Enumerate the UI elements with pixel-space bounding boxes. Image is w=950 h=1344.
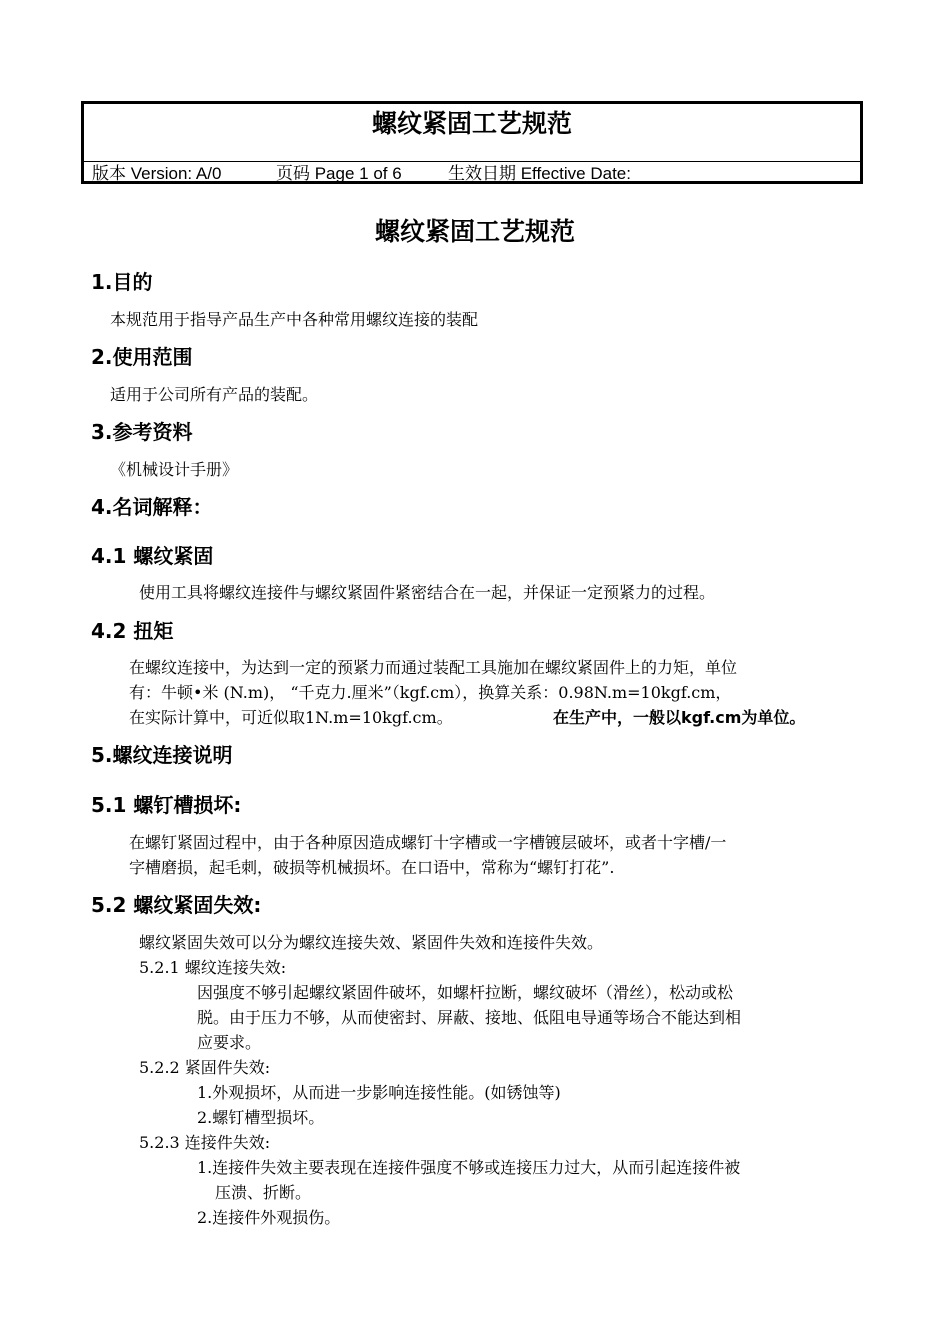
section-4-1-heading: 4.1 螺纹紧固 xyxy=(91,544,214,568)
section-5-2-1-line3: 应要求。 xyxy=(197,1033,262,1052)
section-4-2-heading: 4.2 扭矩 xyxy=(91,619,174,643)
section-5-2-3-item2: 2.连接件外观损伤。 xyxy=(197,1208,341,1227)
section-4-2-bold-note: 在生产中，一般以kgf.cm为单位。 xyxy=(553,708,806,727)
section-5-2-1-line2: 脱。由于压力不够，从而使密封、屏蔽、接地、低阻电导通等场合不能达到相 xyxy=(197,1008,742,1027)
section-4-2-line2: 有：牛顿•米 (N.m)， “千克力.厘米”（kgf.cm），换算关系：0.98N.m=10kgf.cm， xyxy=(129,683,732,702)
section-4-2-line3: 在实际计算中，可近似取1N.m=10kgf.cm。 xyxy=(129,708,453,727)
section-1-text: 本规范用于指导产品生产中各种常用螺纹连接的装配 xyxy=(110,310,479,329)
header-meta xyxy=(92,163,852,185)
section-5-heading: 5.螺纹连接说明 xyxy=(91,743,233,767)
section-4-1-text: 使用工具将螺纹连接件与螺纹紧固件紧密结合在一起，并保证一定预紧力的过程。 xyxy=(139,583,716,602)
document-header xyxy=(81,101,863,184)
section-5-2-3-item1-line2: 压溃、折断。 xyxy=(215,1183,312,1202)
document-title: 螺纹紧固工艺规范 xyxy=(374,217,575,246)
section-5-2-heading: 5.2 螺纹紧固失效: xyxy=(91,893,262,917)
effective-date-label: 生效日期 Effective Date: xyxy=(448,164,631,183)
section-5-2-2-item2: 2.螺钉槽型损坏。 xyxy=(197,1108,325,1127)
header-title: 螺纹紧固工艺规范 xyxy=(84,104,860,162)
page-label: 页码 Page 1 of 6 xyxy=(276,164,402,183)
section-3-heading: 3.参考资料 xyxy=(91,420,193,444)
section-5-2-intro: 螺纹紧固失效可以分为螺纹连接失效、紧固件失效和连接件失效。 xyxy=(139,933,604,952)
section-4-2-line1: 在螺纹连接中，为达到一定的预紧力而通过装配工具施加在螺纹紧固件上的力矩，单位 xyxy=(129,658,738,677)
section-5-2-2-heading: 5.2.2 紧固件失效: xyxy=(139,1058,271,1077)
section-2-text: 适用于公司所有产品的装配。 xyxy=(110,385,319,404)
section-5-2-2-item1: 1.外观损坏，从而进一步影响连接性能。(如锈蚀等) xyxy=(197,1083,561,1102)
section-5-2-1-heading: 5.2.1 螺纹连接失效: xyxy=(139,958,287,977)
section-5-1-line2: 字槽磨损，起毛刺，破损等机械损坏。在口语中，常称为“螺钉打花”. xyxy=(129,858,615,877)
section-1-heading: 1.目的 xyxy=(91,270,153,294)
version-label: 版本 Version: A/0 xyxy=(92,164,222,183)
section-5-2-3-heading: 5.2.3 连接件失效: xyxy=(139,1133,271,1152)
section-4-heading: 4.名词解释： xyxy=(91,495,213,519)
section-5-2-1-line1: 因强度不够引起螺纹紧固件破坏，如螺杆拉断，螺纹破坏（滑丝），松动或松 xyxy=(197,983,734,1002)
section-2-heading: 2.使用范围 xyxy=(91,345,193,369)
section-5-1-heading: 5.1 螺钉槽损坏: xyxy=(91,793,242,817)
section-5-2-3-item1-line1: 1.连接件失效主要表现在连接件强度不够或连接压力过大，从而引起连接件被 xyxy=(197,1158,741,1177)
section-5-1-line1: 在螺钉紧固过程中，由于各种原因造成螺钉十字槽或一字槽镀层破坏，或者十字槽/一 xyxy=(129,833,727,852)
section-3-text: 《机械设计手册》 xyxy=(110,460,239,479)
